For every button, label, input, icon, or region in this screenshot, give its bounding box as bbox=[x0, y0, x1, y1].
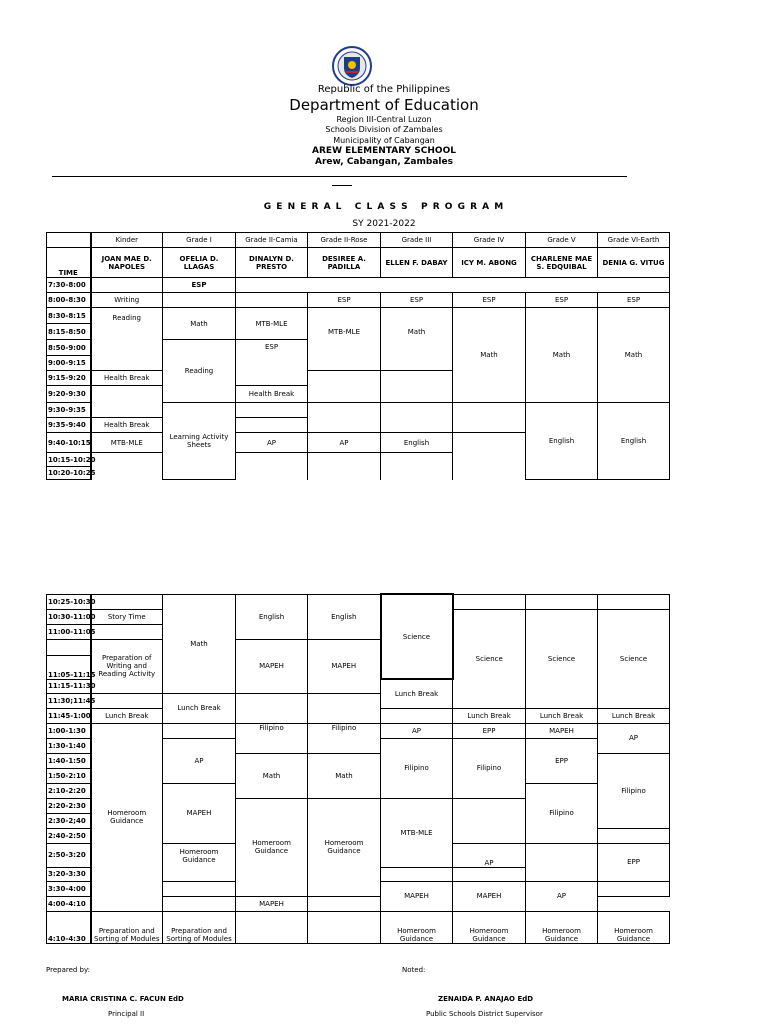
time-header: TIME bbox=[47, 248, 91, 278]
grade-3: Grade III bbox=[381, 233, 453, 248]
cell: ESP bbox=[453, 293, 526, 308]
cell: Science bbox=[453, 609, 526, 708]
cell: EPP bbox=[526, 738, 598, 783]
cell bbox=[308, 403, 381, 433]
cell bbox=[163, 723, 236, 738]
cell: Preparation and Sorting of Modules bbox=[91, 911, 163, 943]
principal-title: Principal II bbox=[108, 1010, 145, 1018]
teacher-kinder: JOAN MAE D. NAPOLES bbox=[91, 248, 163, 278]
time-slot: 9:15-9:20 bbox=[47, 371, 91, 386]
cell: Homeroom Guidance bbox=[163, 843, 236, 881]
cell: Math bbox=[308, 753, 381, 798]
cell bbox=[91, 693, 163, 708]
cell bbox=[598, 828, 670, 843]
cell bbox=[236, 403, 308, 418]
cell bbox=[163, 293, 236, 308]
noted-label: Noted: bbox=[402, 966, 426, 974]
cell: Health Break bbox=[236, 386, 308, 403]
time-slot: 3:30-4:00 bbox=[47, 881, 91, 896]
cell bbox=[91, 386, 163, 418]
grade-kinder: Kinder bbox=[91, 233, 163, 248]
schedule-table-top bbox=[46, 232, 670, 480]
cell: English bbox=[236, 594, 308, 639]
cell: ESP bbox=[526, 293, 598, 308]
cell: MAPEH bbox=[308, 639, 381, 693]
grade-1: Grade I bbox=[163, 233, 236, 248]
deped-seal-logo bbox=[324, 46, 380, 86]
cell: Math bbox=[381, 308, 453, 371]
cell: AP bbox=[526, 881, 598, 911]
teacher-grade-1: OFELIA D. LLAGAS bbox=[163, 248, 236, 278]
cell: Lunch Break bbox=[381, 679, 453, 708]
time-slot: 3:20-3:30 bbox=[47, 867, 91, 881]
cell: Story Time bbox=[91, 609, 163, 624]
cell: Homeroom Guidance bbox=[381, 911, 453, 943]
header-divider bbox=[52, 176, 627, 177]
supervisor-name: ZENAIDA P. ANAJAO EdD bbox=[438, 995, 534, 1003]
cell: Homeroom Guidance bbox=[453, 911, 526, 943]
cell: Filipino bbox=[453, 738, 526, 798]
republic-line: Republic of the Philippines bbox=[317, 84, 451, 95]
time-slot: 11:05-11:15 bbox=[47, 655, 91, 679]
cell: MAPEH bbox=[236, 639, 308, 693]
grade-4: Grade IV bbox=[453, 233, 526, 248]
cell: Preparation of Writing and Reading Activity bbox=[91, 639, 163, 693]
grade-2-rose: Grade II-Rose bbox=[308, 233, 381, 248]
cell: MAPEH bbox=[381, 881, 453, 911]
cell: Reading bbox=[91, 308, 163, 371]
cell: MAPEH bbox=[526, 723, 598, 738]
cell bbox=[526, 843, 598, 881]
time-slot: 10:20-10:25 bbox=[47, 467, 91, 480]
time-slot: 4:10-4:30 bbox=[47, 911, 91, 943]
cell bbox=[308, 693, 381, 723]
cell: Lunch Break bbox=[163, 693, 236, 723]
time-slot: 8:30-8:15 bbox=[47, 308, 91, 324]
cell: Math bbox=[453, 308, 526, 403]
time-slot: 9:00-9:15 bbox=[47, 356, 91, 371]
cell: Reading bbox=[163, 340, 236, 403]
cell: Health Break bbox=[91, 418, 163, 433]
cell: Lunch Break bbox=[91, 708, 163, 723]
cell: Homeroom Guidance bbox=[526, 911, 598, 943]
grade-6-earth: Grade VI-Earth bbox=[598, 233, 670, 248]
cell: EPP bbox=[598, 843, 670, 881]
cell: Science bbox=[381, 594, 453, 679]
time-slot: 7:30-8:00 bbox=[47, 278, 91, 293]
cell: MTB-MLE bbox=[381, 798, 453, 867]
cell: MAPEH bbox=[453, 881, 526, 911]
cell: MTB-MLE bbox=[308, 308, 381, 371]
cell bbox=[91, 594, 163, 609]
cell: Math bbox=[526, 308, 598, 403]
cell bbox=[381, 867, 453, 881]
cell bbox=[381, 403, 453, 433]
cell bbox=[91, 278, 163, 293]
cell: Math bbox=[163, 308, 236, 340]
time-slot: 11:45-1:00 bbox=[47, 708, 91, 723]
time-slot: 1:30-1:40 bbox=[47, 738, 91, 753]
time-slot: 1:40-1:50 bbox=[47, 753, 91, 768]
cell: Science bbox=[526, 609, 598, 708]
cell: English bbox=[308, 594, 381, 639]
cell bbox=[236, 453, 308, 480]
cell: English bbox=[381, 433, 453, 453]
cell bbox=[308, 371, 381, 403]
cell: MTB-MLE bbox=[236, 308, 308, 340]
cell bbox=[453, 867, 526, 881]
municipality-line: Municipality of Cabangan bbox=[333, 136, 435, 145]
school-year: SY 2021-2022 bbox=[352, 219, 416, 229]
cell: Filipino bbox=[236, 723, 308, 753]
cell: Homeroom Guidance bbox=[308, 798, 381, 896]
cell bbox=[598, 881, 670, 896]
department-title: Department of Education bbox=[289, 96, 479, 114]
teacher-grade-2-rose: DESIREE A. PADILLA bbox=[308, 248, 381, 278]
cell: ESP bbox=[381, 293, 453, 308]
cell bbox=[453, 594, 526, 609]
cell: AP bbox=[163, 738, 236, 783]
cell: Preparation and Sorting of Modules bbox=[163, 911, 236, 943]
cell: AP bbox=[598, 723, 670, 753]
teacher-grade-3: ELLEN F. DABAY bbox=[381, 248, 453, 278]
cell bbox=[381, 708, 453, 723]
program-title: G E N E R A L C L A S S P R O G R A M bbox=[263, 202, 505, 212]
cell: Filipino bbox=[308, 723, 381, 753]
time-slot: 9:35-9:40 bbox=[47, 418, 91, 433]
time-slot: 11:00-11:05 bbox=[47, 624, 91, 639]
cell bbox=[236, 911, 308, 943]
school-address: Arew, Cabangan, Zambales bbox=[315, 157, 453, 167]
teacher-grade-2-camia: DINALYN D. PRESTO bbox=[236, 248, 308, 278]
schedule-table-bottom bbox=[46, 593, 670, 944]
cell: Homeroom Guidance bbox=[236, 798, 308, 896]
cell bbox=[236, 693, 308, 723]
school-name: AREW ELEMENTARY SCHOOL bbox=[312, 146, 456, 156]
time-slot: 1:50-2:10 bbox=[47, 768, 91, 783]
cell: MAPEH bbox=[236, 896, 308, 911]
cell bbox=[163, 881, 236, 896]
time-slot: 10:15-10:20 bbox=[47, 453, 91, 467]
cell: ESP bbox=[236, 340, 308, 386]
cell: MTB-MLE bbox=[91, 433, 163, 453]
cell bbox=[453, 403, 526, 433]
cell: English bbox=[598, 403, 670, 480]
time-slot: 2:50-3:20 bbox=[47, 843, 91, 867]
cell bbox=[163, 896, 236, 911]
time-slot: 2:40-2:50 bbox=[47, 828, 91, 843]
cell bbox=[526, 594, 598, 609]
time-header-blank bbox=[47, 233, 91, 248]
cell: Filipino bbox=[526, 783, 598, 843]
cell: Filipino bbox=[381, 738, 453, 798]
region-line: Region III-Central Luzon bbox=[336, 115, 432, 124]
teacher-grade-6: DENIA G. VITUG bbox=[598, 248, 670, 278]
cell: Learning Activity Sheets bbox=[163, 403, 236, 480]
cell: English bbox=[526, 403, 598, 480]
cell: Math bbox=[598, 308, 670, 403]
grade-2-camia: Grade II-Camia bbox=[236, 233, 308, 248]
cell: Writing bbox=[91, 293, 163, 308]
cell: Lunch Break bbox=[453, 708, 526, 723]
cell: Math bbox=[236, 753, 308, 798]
time-slot bbox=[47, 639, 91, 655]
cell: Science bbox=[598, 609, 670, 708]
time-slot: 9:30-9:35 bbox=[47, 403, 91, 418]
prepared-by-label: Prepared by: bbox=[46, 966, 90, 974]
time-slot: 10:30-11:00 bbox=[47, 609, 91, 624]
cell bbox=[236, 278, 670, 293]
cell: AP bbox=[453, 843, 526, 867]
cell: Math bbox=[163, 594, 236, 693]
time-slot: 4:00-4:10 bbox=[47, 896, 91, 911]
time-slot: 11:30;11:45 bbox=[47, 693, 91, 708]
cell: AP bbox=[236, 433, 308, 453]
cell: Homeroom Guidance bbox=[91, 723, 163, 911]
principal-name: MARIA CRISTINA C. FACUN EdD bbox=[62, 995, 184, 1003]
time-slot: 10:25-10:30 bbox=[47, 594, 91, 609]
cell: ESP bbox=[598, 293, 670, 308]
supervisor-title: Public Schools District Supervisor bbox=[426, 1010, 543, 1018]
teacher-grade-4: ICY M. ABONG bbox=[453, 248, 526, 278]
header-divider-short bbox=[332, 185, 352, 186]
cell: Filipino bbox=[598, 753, 670, 828]
cell: Lunch Break bbox=[526, 708, 598, 723]
cell: MAPEH bbox=[163, 783, 236, 843]
cell bbox=[381, 453, 453, 480]
cell: AP bbox=[381, 723, 453, 738]
time-slot: 2:20-2:30 bbox=[47, 798, 91, 813]
teacher-grade-5: CHARLENE MAE S. EDQUIBAL bbox=[526, 248, 598, 278]
time-slot: 11:15-11:30 bbox=[47, 679, 91, 693]
cell bbox=[598, 594, 670, 609]
cell: EPP bbox=[453, 723, 526, 738]
time-slot: 8:00-8:30 bbox=[47, 293, 91, 308]
cell: Health Break bbox=[91, 371, 163, 386]
cell bbox=[91, 624, 163, 639]
time-slot: 8:50-9:00 bbox=[47, 340, 91, 356]
time-slot: 1:00-1:30 bbox=[47, 723, 91, 738]
cell: ESP bbox=[163, 278, 236, 293]
cell bbox=[308, 911, 381, 943]
time-slot: 2:30-2;40 bbox=[47, 813, 91, 828]
cell: Lunch Break bbox=[598, 708, 670, 723]
grade-5: Grade V bbox=[526, 233, 598, 248]
cell bbox=[308, 453, 381, 480]
cell: Homeroom Guidance bbox=[598, 911, 670, 943]
cell bbox=[236, 293, 308, 308]
division-line: Schools Division of Zambales bbox=[325, 125, 443, 134]
time-slot: 8:15-8:50 bbox=[47, 324, 91, 340]
time-slot: 9:40-10:15 bbox=[47, 433, 91, 453]
cell bbox=[91, 453, 163, 480]
cell: AP bbox=[308, 433, 381, 453]
cell bbox=[381, 371, 453, 403]
cell: ESP bbox=[308, 293, 381, 308]
time-slot: 9:20-9:30 bbox=[47, 386, 91, 403]
time-slot: 2:10-2:20 bbox=[47, 783, 91, 798]
cell bbox=[453, 798, 526, 843]
